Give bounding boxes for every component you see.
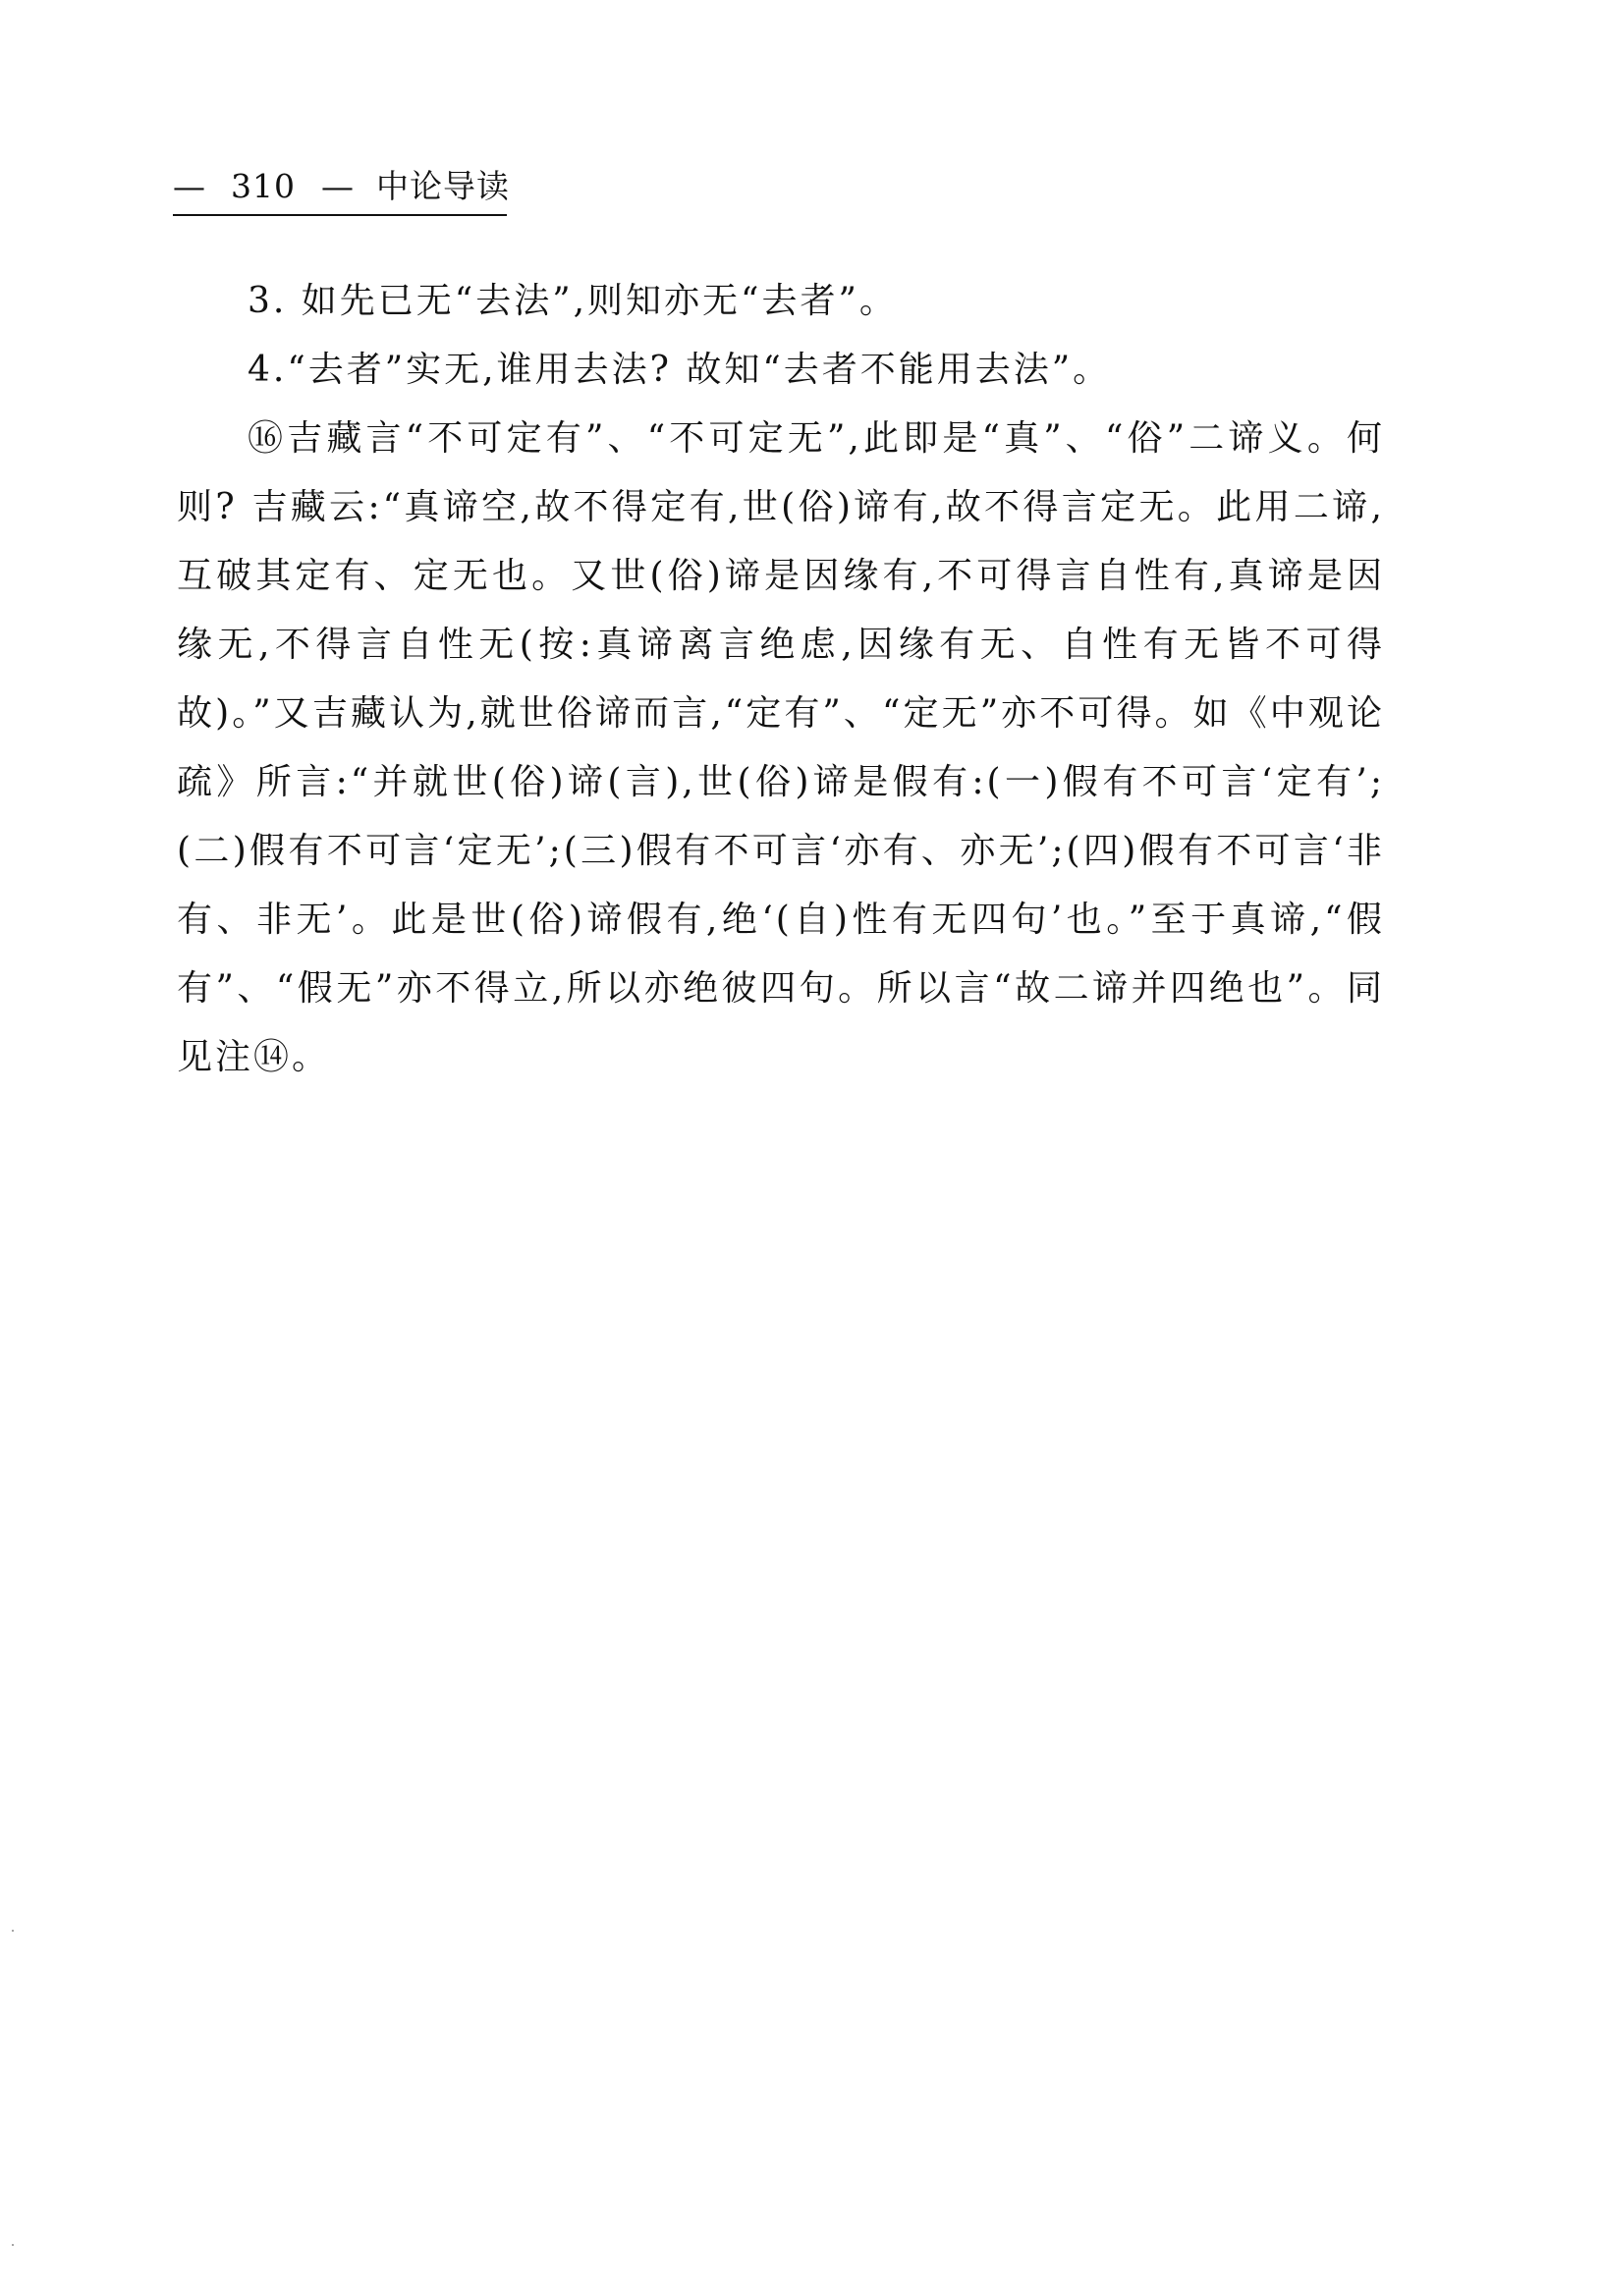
header-dash-right: — bbox=[321, 167, 354, 205]
main-text bbox=[177, 267, 1385, 1092]
scan-speck bbox=[12, 2244, 14, 2246]
paragraph-item-3: 3. 如先已无“去法”,则知亦无“去者”。 bbox=[248, 281, 898, 321]
header-dash-left: — bbox=[173, 167, 205, 205]
running-head bbox=[173, 165, 510, 208]
header-rule bbox=[173, 214, 507, 216]
paragraph-note-76: ⑯吉藏言“不可定有”、“不可定无”,此即是“真”、“俗”二谛义。何则? 吉藏云:“真谛空,故不得定有,世(俗)谛有,故不得言定无。此用二谛,互破其定有、定无也。又世(俗)谛是因缘有,不可得言自性有,真谛是因缘无,不得言自性无(按:真谛离言绝虑,因缘有无、自性有无皆不可得故)。”又吉藏认为,就世俗谛而言,“定有”、“定无”亦不可得。如《中观论疏》所言:“并就世(俗)谛(言),世(俗)谛是假有:(一)假有不可言‘定有’;(二)假有不可言‘定无’;(三)假有不可言‘亦有、亦无’;(四)假有不可言‘非有、非无’。此是世(俗)谛假有,绝‘(自)性有无四句’也。”至于真谛,“假有”、“假无”亦不得立,所以亦绝彼四句。所以言“故二谛并四绝也”。同见注⑭。 bbox=[177, 418, 1385, 1077]
scan-speck bbox=[12, 1930, 14, 1932]
page-number: 310 bbox=[231, 167, 296, 205]
book-title: 中论导读 bbox=[375, 167, 510, 205]
paragraph-item-4: 4.“去者”实无,谁用去法? 故知“去者不能用去法”。 bbox=[248, 350, 1112, 390]
